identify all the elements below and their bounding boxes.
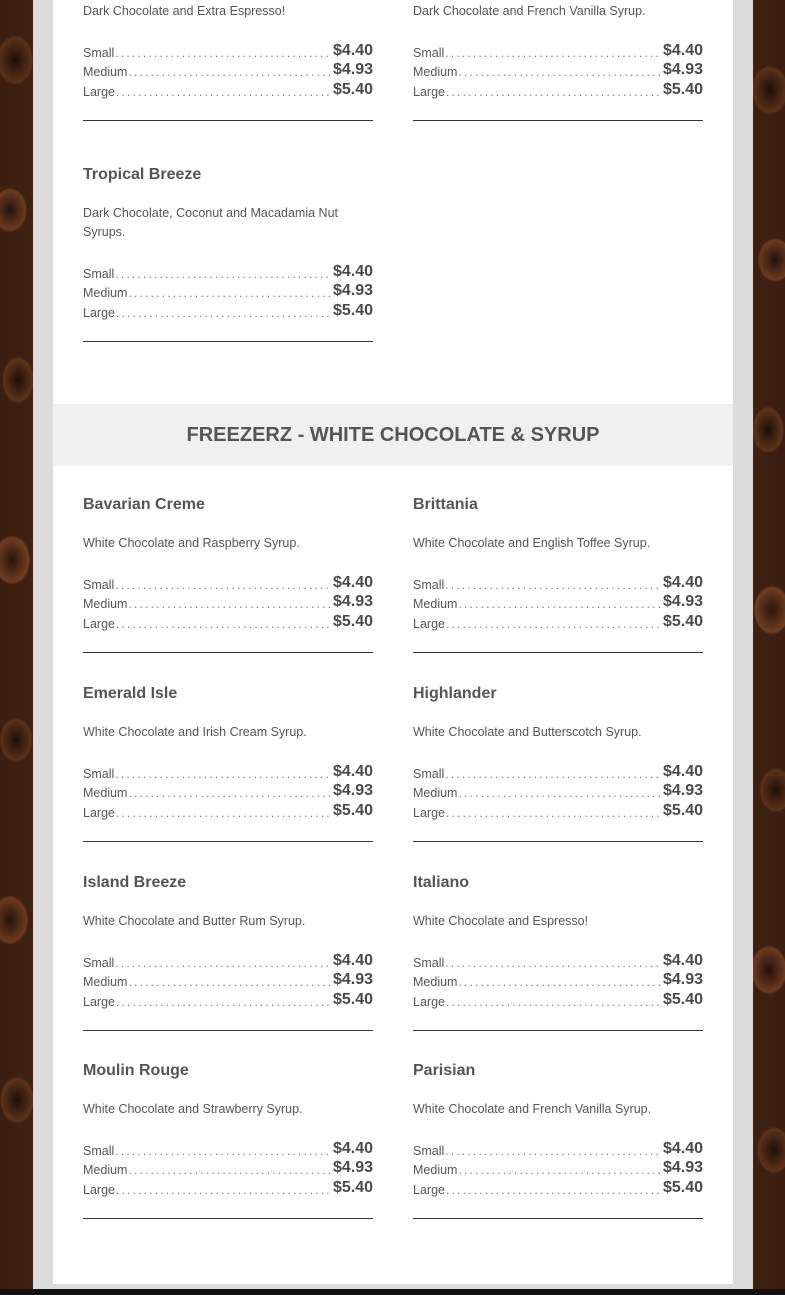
price-list <box>83 572 373 631</box>
size-label: Small <box>413 1143 445 1158</box>
price: $4.93 <box>662 971 703 989</box>
item-description: White Chocolate and Raspberry Syrup. <box>83 536 300 550</box>
price: $4.40 <box>662 41 703 59</box>
size-label: Small <box>83 45 115 60</box>
price: $5.40 <box>332 1179 373 1197</box>
price-list <box>413 572 703 631</box>
menu-item <box>413 0 703 121</box>
price-row-small <box>413 40 703 60</box>
menu-item <box>413 684 703 842</box>
price-row-medium <box>83 281 373 301</box>
size-label: Medium <box>83 1163 128 1178</box>
size-label: Medium <box>413 786 458 801</box>
size-label: Small <box>413 577 445 592</box>
price: $4.40 <box>332 762 373 780</box>
price-row-large <box>413 1177 703 1197</box>
price-list <box>83 1138 373 1197</box>
price: $4.40 <box>332 1139 373 1157</box>
size-label: Small <box>413 766 445 781</box>
price: $5.40 <box>332 802 373 820</box>
size-label: Small <box>83 1143 115 1158</box>
size-label: Medium <box>413 1163 458 1178</box>
size-label: Medium <box>83 286 128 301</box>
dot-leader <box>128 1163 331 1177</box>
price-row-medium <box>413 970 703 990</box>
item-description: White Chocolate and French Vanilla Syrup. <box>413 1102 652 1116</box>
size-label: Medium <box>83 975 128 990</box>
dot-leader <box>446 806 662 820</box>
item-title: Parisian <box>413 1062 476 1079</box>
size-label: Medium <box>83 786 128 801</box>
menu-item <box>83 495 373 653</box>
price-row-large <box>83 989 373 1009</box>
size-label: Small <box>83 766 115 781</box>
dot-leader <box>445 956 662 970</box>
size-label: Medium <box>83 597 128 612</box>
item-description: White Chocolate and Espresso! <box>413 914 589 928</box>
item-divider <box>413 120 703 121</box>
price: $4.93 <box>332 971 373 989</box>
price-list <box>413 950 703 1009</box>
price-row-small <box>413 1138 703 1158</box>
item-description: Dark Chocolate, Coconut and Macadamia Nut Syrups. <box>83 206 338 239</box>
dot-leader <box>446 85 662 99</box>
price: $5.40 <box>332 302 373 320</box>
menu-frame <box>33 0 753 1289</box>
size-label: Large <box>83 85 115 100</box>
size-label: Large <box>83 995 115 1010</box>
size-label: Large <box>83 1183 115 1198</box>
dot-leader <box>446 1183 662 1197</box>
price-row-small <box>83 950 373 970</box>
price: $4.93 <box>332 782 373 800</box>
price-row-large <box>413 989 703 1009</box>
dot-leader <box>116 617 332 631</box>
price-row-small <box>413 572 703 592</box>
price: $4.40 <box>662 1139 703 1157</box>
price-row-small <box>83 40 373 60</box>
dot-leader <box>128 786 331 800</box>
price-row-medium <box>413 592 703 612</box>
section-title: FREEZERZ - WHITE CHOCOLATE & SYRUP <box>186 423 600 446</box>
item-divider <box>83 1030 373 1031</box>
price-row-medium <box>413 60 703 80</box>
size-label: Large <box>413 995 445 1010</box>
price-row-large <box>83 79 373 99</box>
price-row-large <box>413 611 703 631</box>
item-description: White Chocolate and Butterscotch Syrup. <box>413 725 642 739</box>
size-label: Large <box>413 85 445 100</box>
item-title: Tropical Breeze <box>83 166 202 183</box>
item-title: Italiano <box>413 874 470 891</box>
price: $4.40 <box>332 41 373 59</box>
size-label: Large <box>83 306 115 321</box>
price-row-large <box>413 800 703 820</box>
size-label: Large <box>83 806 115 821</box>
price-row-small <box>413 950 703 970</box>
price: $4.93 <box>332 1159 373 1177</box>
dot-leader <box>115 767 332 781</box>
dot-leader <box>446 995 662 1009</box>
item-divider <box>413 1218 703 1219</box>
price-list <box>83 950 373 1009</box>
price-row-medium <box>413 781 703 801</box>
dot-leader <box>458 1163 661 1177</box>
menu-item <box>413 1061 703 1219</box>
menu-item <box>413 495 703 653</box>
item-title: Moulin Rouge <box>83 1062 189 1079</box>
item-divider <box>413 652 703 653</box>
size-label: Large <box>413 617 445 632</box>
item-title: Bavarian Creme <box>83 496 205 513</box>
dot-leader <box>128 597 331 611</box>
item-title: Island Breeze <box>83 874 187 891</box>
item-divider <box>83 652 373 653</box>
dot-leader <box>128 975 331 989</box>
price: $4.40 <box>662 951 703 969</box>
menu-panel <box>53 0 733 1284</box>
menu-item <box>83 684 373 842</box>
price: $5.40 <box>662 81 703 99</box>
section-header <box>53 404 733 466</box>
item-description: Dark Chocolate and Extra Espresso! <box>83 4 286 18</box>
price-row-small <box>83 261 373 281</box>
price-row-large <box>83 300 373 320</box>
price: $4.93 <box>332 593 373 611</box>
dot-leader <box>115 46 332 60</box>
price: $5.40 <box>662 613 703 631</box>
dot-leader <box>116 85 332 99</box>
price: $4.93 <box>662 1159 703 1177</box>
price: $5.40 <box>332 991 373 1009</box>
price-list <box>83 40 373 99</box>
price: $4.93 <box>662 61 703 79</box>
size-label: Medium <box>83 65 128 80</box>
dot-leader <box>115 267 332 281</box>
dot-leader <box>445 767 662 781</box>
price-row-medium <box>83 970 373 990</box>
dot-leader <box>128 65 331 79</box>
price-row-small <box>83 761 373 781</box>
price: $4.93 <box>332 282 373 300</box>
price-row-small <box>413 761 703 781</box>
item-description: White Chocolate and Strawberry Syrup. <box>83 1102 303 1116</box>
price: $4.40 <box>332 262 373 280</box>
price-row-large <box>413 79 703 99</box>
size-label: Large <box>413 1183 445 1198</box>
dot-leader <box>458 65 661 79</box>
dot-leader <box>128 286 331 300</box>
size-label: Small <box>83 577 115 592</box>
size-label: Small <box>413 955 445 970</box>
size-label: Medium <box>413 975 458 990</box>
price: $5.40 <box>662 1179 703 1197</box>
dot-leader <box>116 995 332 1009</box>
item-description: Dark Chocolate and French Vanilla Syrup. <box>413 4 646 18</box>
item-divider <box>83 841 373 842</box>
item-description: White Chocolate and English Toffee Syrup. <box>413 536 651 550</box>
price: $4.40 <box>662 762 703 780</box>
price: $4.93 <box>332 61 373 79</box>
size-label: Medium <box>413 65 458 80</box>
menu-item <box>83 165 373 342</box>
price-row-large <box>83 1177 373 1197</box>
price: $5.40 <box>332 613 373 631</box>
price-list <box>83 261 373 320</box>
size-label: Medium <box>413 597 458 612</box>
dot-leader <box>446 617 662 631</box>
price: $4.40 <box>662 573 703 591</box>
price: $4.40 <box>332 951 373 969</box>
size-label: Small <box>83 266 115 281</box>
dot-leader <box>458 597 661 611</box>
dot-leader <box>115 956 332 970</box>
item-divider <box>83 120 373 121</box>
price: $4.40 <box>332 573 373 591</box>
dot-leader <box>115 578 332 592</box>
size-label: Large <box>83 617 115 632</box>
item-divider <box>413 1030 703 1031</box>
dot-leader <box>445 46 662 60</box>
price-row-medium <box>83 592 373 612</box>
price: $4.93 <box>662 782 703 800</box>
price: $5.40 <box>662 802 703 820</box>
price-row-medium <box>83 1158 373 1178</box>
price-row-small <box>83 572 373 592</box>
price-list <box>413 40 703 99</box>
price-row-large <box>83 611 373 631</box>
price-row-medium <box>83 60 373 80</box>
price-list <box>83 761 373 820</box>
item-description: White Chocolate and Butter Rum Syrup. <box>83 914 306 928</box>
dot-leader <box>115 1144 332 1158</box>
dot-leader <box>445 578 662 592</box>
price-row-small <box>83 1138 373 1158</box>
menu-item <box>83 0 373 121</box>
item-title: Emerald Isle <box>83 685 178 702</box>
item-divider <box>83 341 373 342</box>
menu-item <box>83 873 373 1031</box>
price-list <box>413 761 703 820</box>
price-list <box>413 1138 703 1197</box>
item-title: Brittania <box>413 496 478 513</box>
price-row-medium <box>83 781 373 801</box>
price: $5.40 <box>662 991 703 1009</box>
menu-item <box>413 873 703 1031</box>
dot-leader <box>445 1144 662 1158</box>
item-description: White Chocolate and Irish Cream Syrup. <box>83 725 307 739</box>
item-divider <box>413 841 703 842</box>
item-divider <box>83 1218 373 1219</box>
price: $4.93 <box>662 593 703 611</box>
item-title: Highlander <box>413 685 497 702</box>
dot-leader <box>116 1183 332 1197</box>
price-row-large <box>83 800 373 820</box>
size-label: Large <box>413 806 445 821</box>
price: $5.40 <box>332 81 373 99</box>
size-label: Small <box>83 955 115 970</box>
dot-leader <box>458 975 661 989</box>
dot-leader <box>458 786 661 800</box>
price-row-medium <box>413 1158 703 1178</box>
menu-item <box>83 1061 373 1219</box>
bottom-bar <box>0 1289 785 1295</box>
size-label: Small <box>413 45 445 60</box>
dot-leader <box>116 806 332 820</box>
dot-leader <box>116 306 332 320</box>
